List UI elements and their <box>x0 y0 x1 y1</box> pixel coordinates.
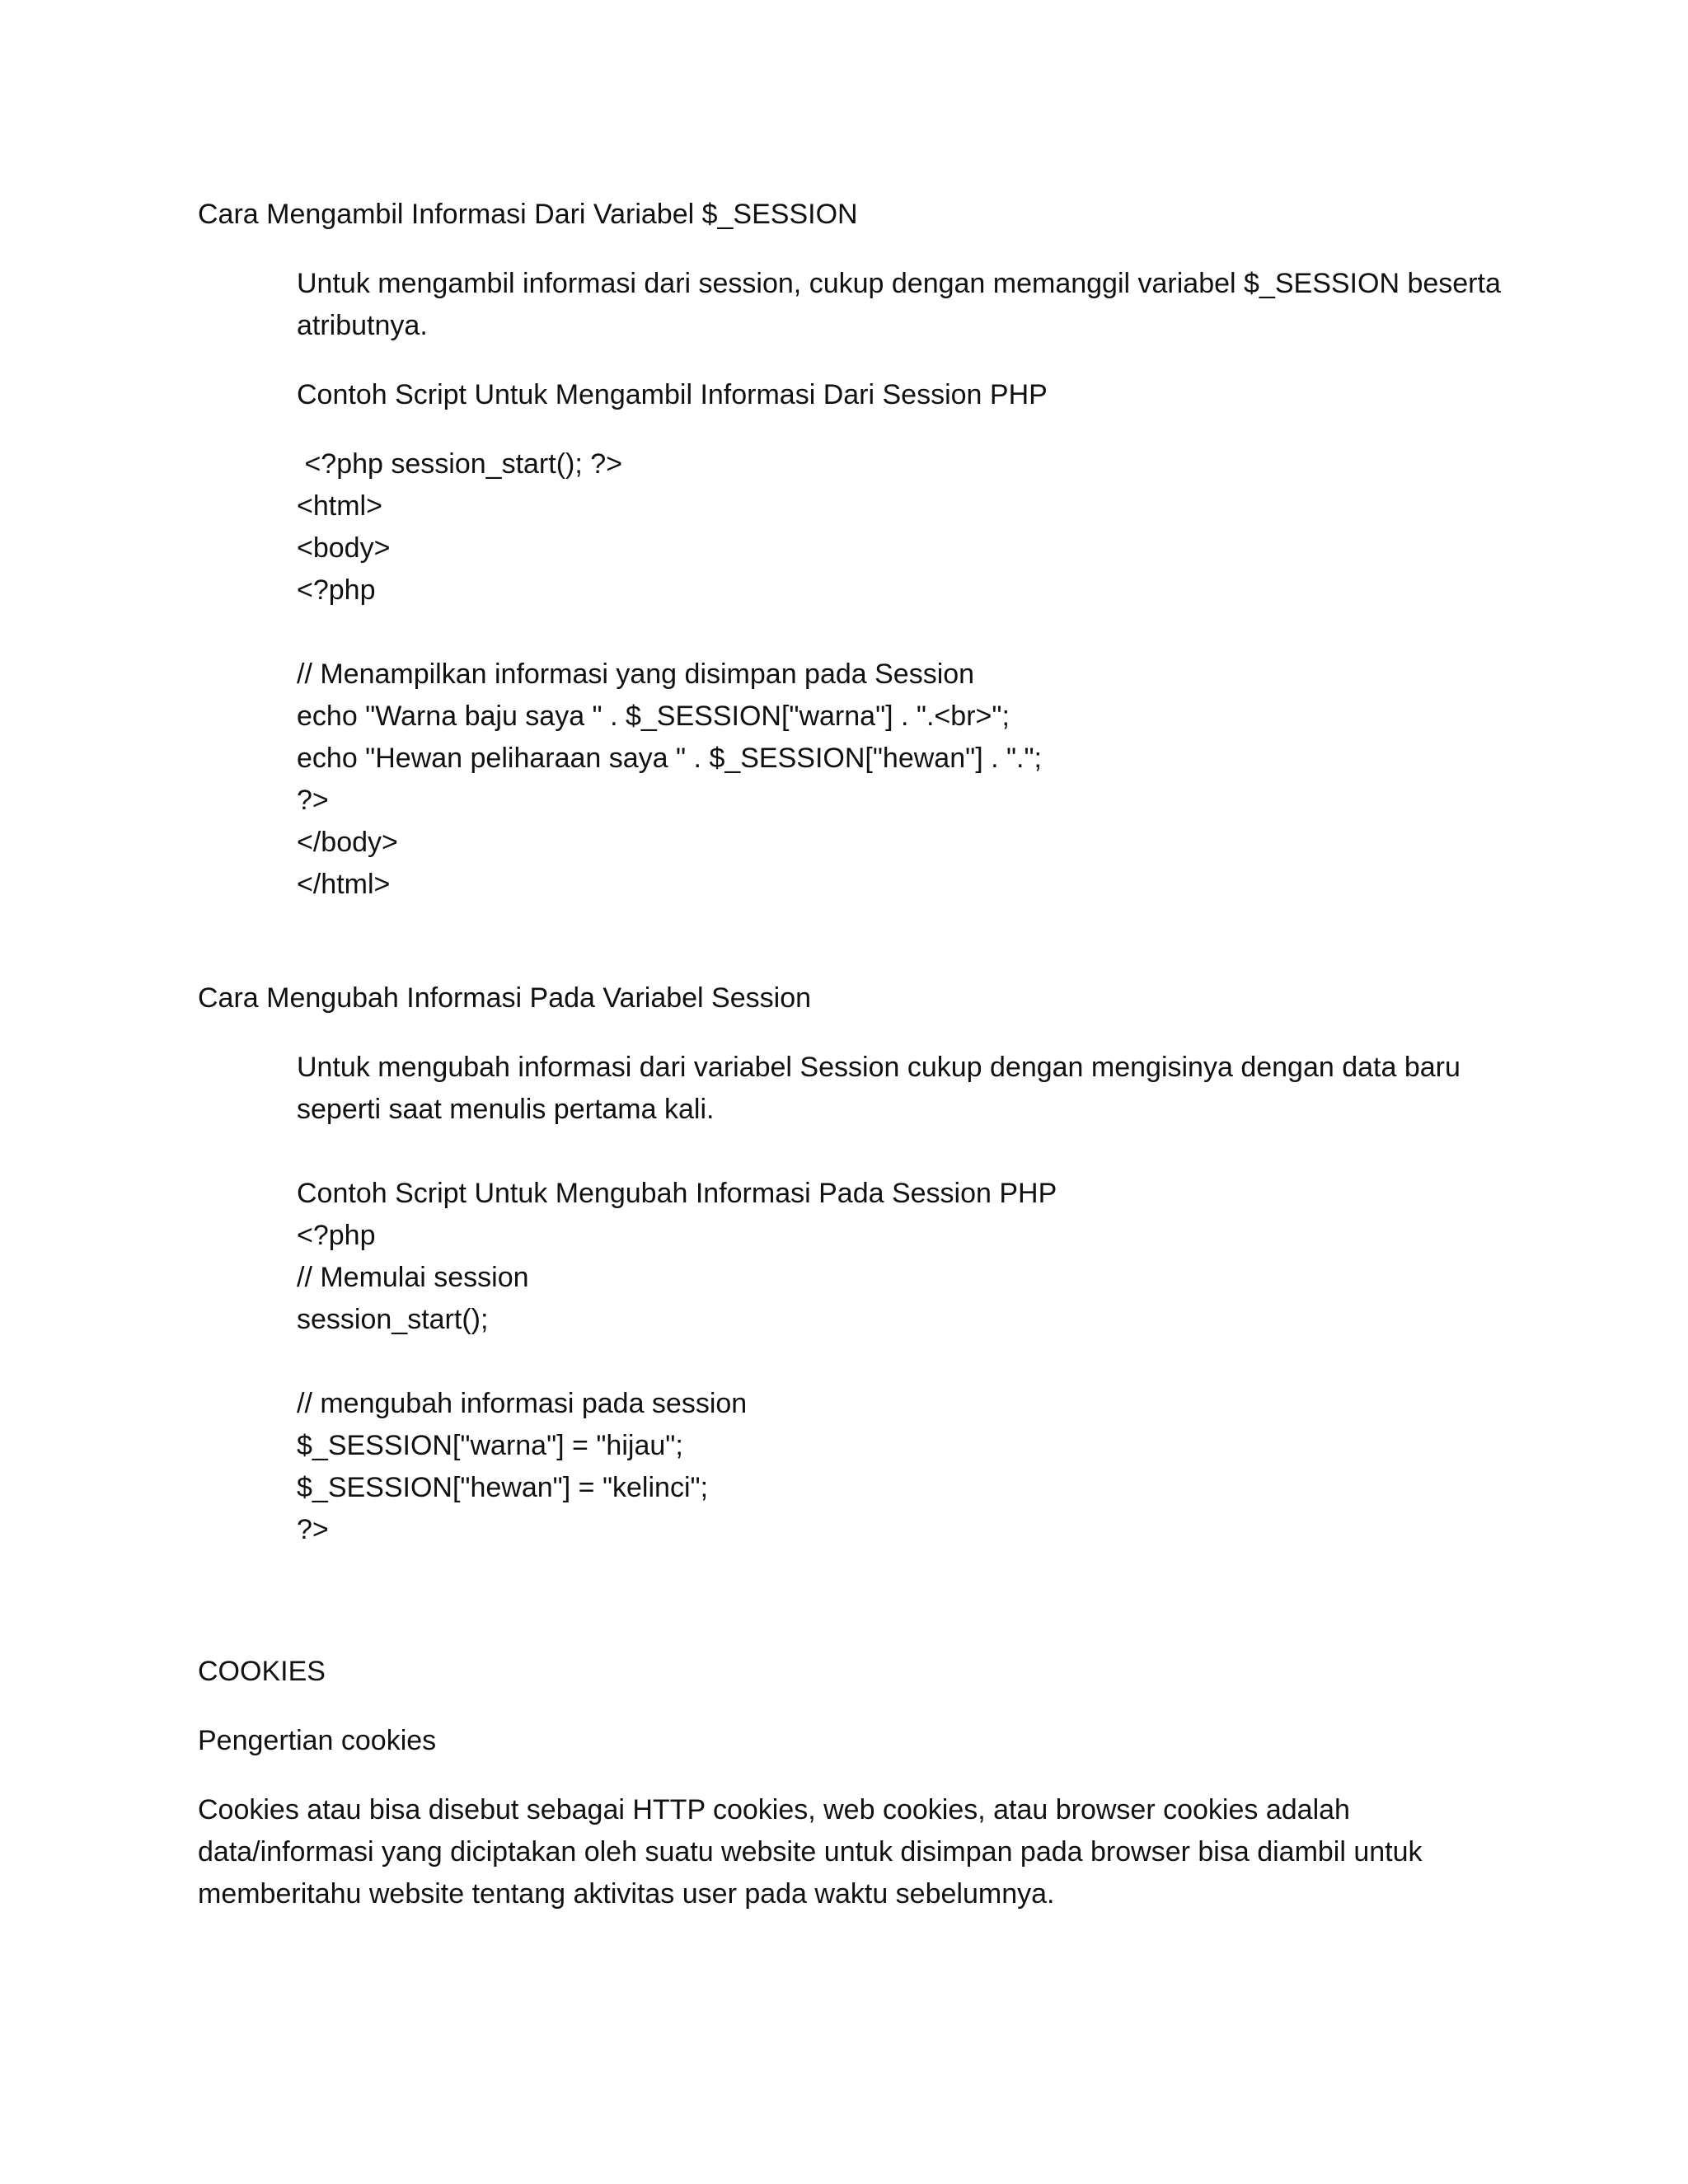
example-title: Contoh Script Untuk Mengambil Informasi Dari Session PHP <box>297 379 1048 410</box>
code-line: <?php session_start(); ?> <box>297 448 623 480</box>
example-title: Contoh Script Untuk Mengubah Informasi Pada Session PHP <box>297 1178 1057 1209</box>
code-line: echo "Warna baju saya " . $_SESSION["warna"] . ".<br>"; <box>297 701 1010 732</box>
paragraph-line: data/informasi yang diciptakan oleh suatu website untuk disimpan pada browser bisa diambil untuk <box>198 1836 1423 1868</box>
subheading: Pengertian cookies <box>198 1725 437 1756</box>
code-comment-line: // Menampilkan informasi yang disimpan pada Session <box>297 658 975 690</box>
description-line: Untuk mengambil informasi dari session, cukup dengan memanggil variabel $_SESSION beserta <box>297 268 1501 299</box>
code-line: echo "Hewan peliharaan saya " . $_SESSION["hewan"] . "."; <box>297 743 1043 774</box>
code-comment-line: // mengubah informasi pada session <box>297 1388 748 1419</box>
description-line: seperti saat menulis pertama kali. <box>297 1094 715 1125</box>
code-line: ?> <box>297 1514 329 1545</box>
code-line: <?php <box>297 1220 376 1251</box>
section-heading-get-session: Cara Mengambil Informasi Dari Variabel $_SESSION <box>198 199 858 230</box>
code-comment-line: // Memulai session <box>297 1262 529 1293</box>
paragraph-line: Cookies atau bisa disebut sebagai HTTP cookies, web cookies, atau browser cookies adalah <box>198 1794 1350 1825</box>
section-heading-change-session: Cara Mengubah Informasi Pada Variabel Session <box>198 982 812 1014</box>
description-line: Untuk mengubah informasi dari variabel Session cukup dengan mengisinya dengan data baru <box>297 1052 1461 1083</box>
section-heading-cookies: COOKIES <box>198 1656 326 1687</box>
code-line: session_start(); <box>297 1304 489 1335</box>
code-line: <html> <box>297 490 382 522</box>
code-line: $_SESSION["warna"] = "hijau"; <box>297 1430 683 1461</box>
description-line: atributnya. <box>297 310 428 341</box>
code-line: <body> <box>297 532 391 564</box>
code-line: $_SESSION["hewan"] = "kelinci"; <box>297 1472 709 1503</box>
code-line: </body> <box>297 827 398 858</box>
code-line: <?php <box>297 574 376 606</box>
paragraph-line: memberitahu website tentang aktivitas user pada waktu sebelumnya. <box>198 1878 1055 1910</box>
code-line: </html> <box>297 869 391 900</box>
code-line: ?> <box>297 785 329 816</box>
